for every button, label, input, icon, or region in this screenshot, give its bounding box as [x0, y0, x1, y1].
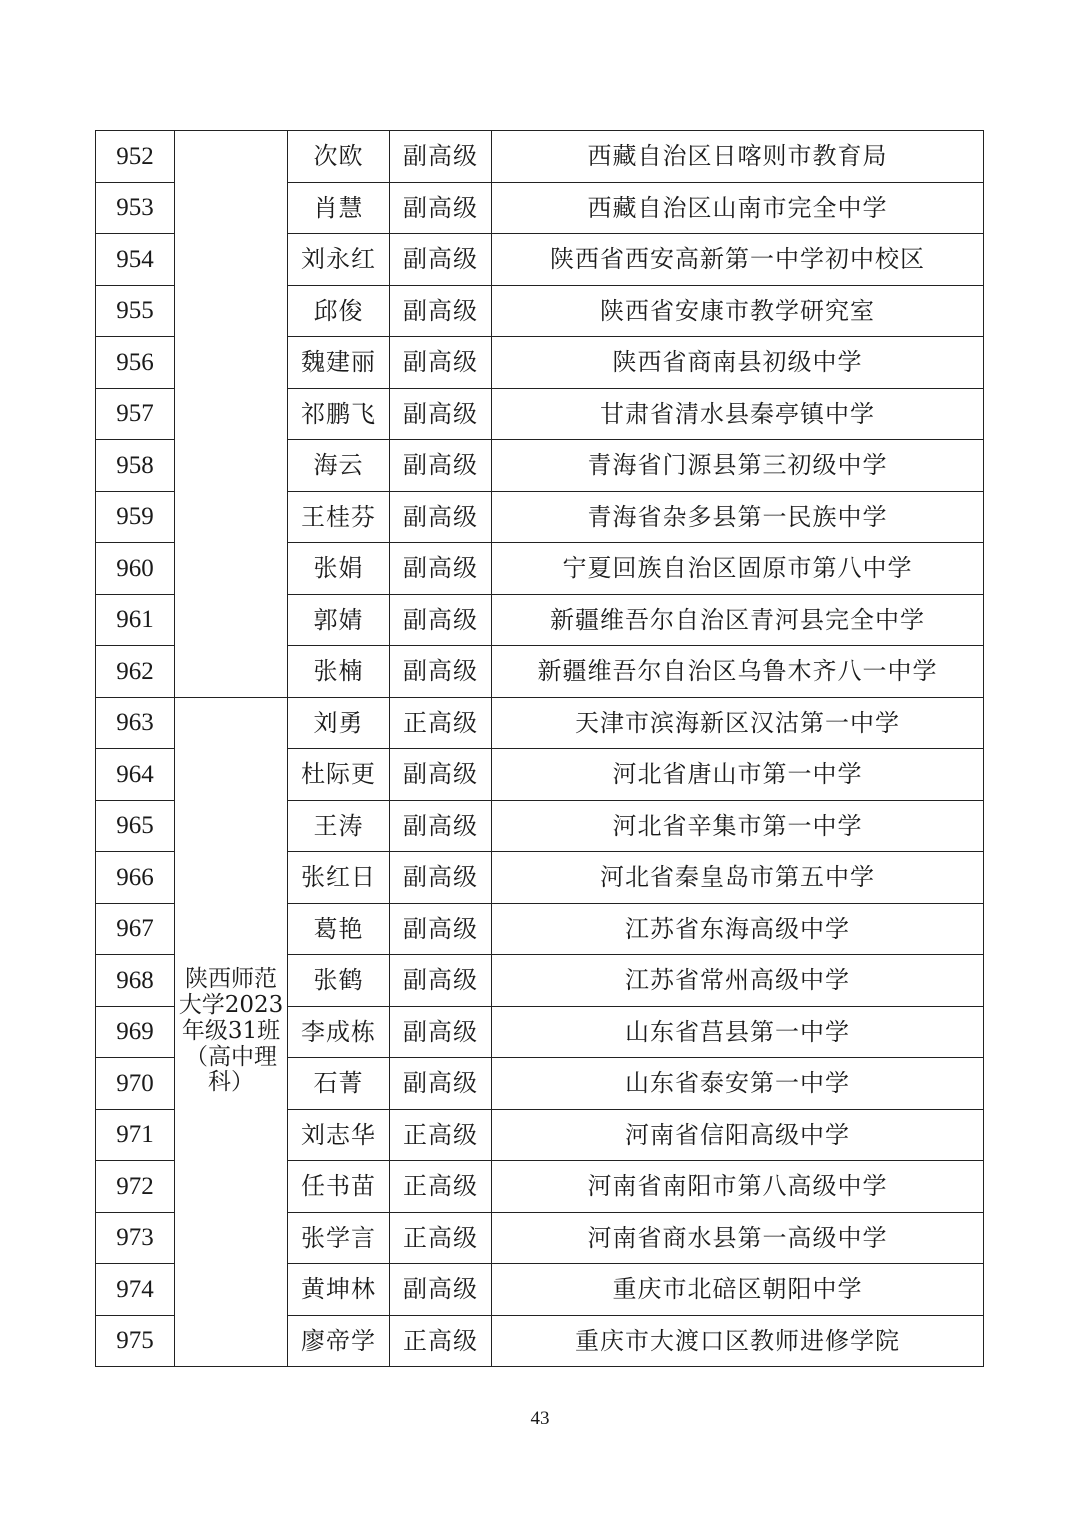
work-unit: 河南省商水县第一高级中学 — [492, 1212, 984, 1264]
row-number: 953 — [96, 182, 175, 234]
work-unit: 青海省门源县第三初级中学 — [492, 440, 984, 492]
class-cell — [175, 131, 288, 698]
professional-title: 副高级 — [390, 903, 492, 955]
teacher-name: 王桂芬 — [288, 491, 390, 543]
professional-title: 副高级 — [390, 1058, 492, 1110]
professional-title: 副高级 — [390, 1006, 492, 1058]
row-number: 958 — [96, 440, 175, 492]
teacher-name: 次欧 — [288, 131, 390, 183]
work-unit: 山东省泰安第一中学 — [492, 1058, 984, 1110]
professional-title: 副高级 — [390, 285, 492, 337]
professional-title: 副高级 — [390, 800, 492, 852]
work-unit: 山东省莒县第一中学 — [492, 1006, 984, 1058]
row-number: 956 — [96, 337, 175, 389]
row-number: 972 — [96, 1161, 175, 1213]
teacher-name: 张鹤 — [288, 955, 390, 1007]
teacher-name: 葛艳 — [288, 903, 390, 955]
row-number: 973 — [96, 1212, 175, 1264]
work-unit: 宁夏回族自治区固原市第八中学 — [492, 543, 984, 595]
work-unit: 河南省信阳高级中学 — [492, 1109, 984, 1161]
professional-title: 副高级 — [390, 955, 492, 1007]
work-unit: 重庆市大渡口区教师进修学院 — [492, 1315, 984, 1367]
teacher-name: 李成栋 — [288, 1006, 390, 1058]
work-unit: 陕西省商南县初级中学 — [492, 337, 984, 389]
professional-title: 副高级 — [390, 749, 492, 801]
row-number: 965 — [96, 800, 175, 852]
row-number: 966 — [96, 852, 175, 904]
work-unit: 新疆维吾尔自治区乌鲁木齐八一中学 — [492, 646, 984, 698]
roster-table — [95, 130, 984, 1367]
row-number: 975 — [96, 1315, 175, 1367]
professional-title: 正高级 — [390, 697, 492, 749]
professional-title: 副高级 — [390, 131, 492, 183]
teacher-name: 肖慧 — [288, 182, 390, 234]
teacher-name: 石菁 — [288, 1058, 390, 1110]
work-unit: 江苏省东海高级中学 — [492, 903, 984, 955]
work-unit: 河北省唐山市第一中学 — [492, 749, 984, 801]
row-number: 964 — [96, 749, 175, 801]
professional-title: 正高级 — [390, 1212, 492, 1264]
professional-title: 副高级 — [390, 491, 492, 543]
teacher-name: 魏建丽 — [288, 337, 390, 389]
table-row — [96, 131, 984, 183]
work-unit: 甘肃省清水县秦亭镇中学 — [492, 388, 984, 440]
professional-title: 副高级 — [390, 852, 492, 904]
row-number: 974 — [96, 1264, 175, 1316]
row-number: 959 — [96, 491, 175, 543]
teacher-name: 张学言 — [288, 1212, 390, 1264]
work-unit: 重庆市北碚区朝阳中学 — [492, 1264, 984, 1316]
work-unit: 河南省南阳市第八高级中学 — [492, 1161, 984, 1213]
professional-title: 正高级 — [390, 1109, 492, 1161]
row-number: 968 — [96, 955, 175, 1007]
work-unit: 青海省杂多县第一民族中学 — [492, 491, 984, 543]
page-number: 43 — [530, 1408, 550, 1429]
professional-title: 副高级 — [390, 646, 492, 698]
table-row — [96, 697, 984, 749]
teacher-name: 邱俊 — [288, 285, 390, 337]
professional-title: 副高级 — [390, 182, 492, 234]
teacher-name: 任书苗 — [288, 1161, 390, 1213]
teacher-name: 刘勇 — [288, 697, 390, 749]
teacher-name: 张娟 — [288, 543, 390, 595]
row-number: 963 — [96, 697, 175, 749]
teacher-name: 廖帝学 — [288, 1315, 390, 1367]
teacher-name: 张楠 — [288, 646, 390, 698]
teacher-name: 海云 — [288, 440, 390, 492]
teacher-name: 杜际更 — [288, 749, 390, 801]
work-unit: 河北省辛集市第一中学 — [492, 800, 984, 852]
professional-title: 副高级 — [390, 440, 492, 492]
professional-title: 副高级 — [390, 388, 492, 440]
teacher-name: 刘永红 — [288, 234, 390, 286]
work-unit: 西藏自治区日喀则市教育局 — [492, 131, 984, 183]
row-number: 957 — [96, 388, 175, 440]
row-number: 969 — [96, 1006, 175, 1058]
row-number: 955 — [96, 285, 175, 337]
row-number: 952 — [96, 131, 175, 183]
row-number: 967 — [96, 903, 175, 955]
work-unit: 河北省秦皇岛市第五中学 — [492, 852, 984, 904]
professional-title: 副高级 — [390, 337, 492, 389]
work-unit: 陕西省西安高新第一中学初中校区 — [492, 234, 984, 286]
professional-title: 副高级 — [390, 594, 492, 646]
row-number: 954 — [96, 234, 175, 286]
teacher-name: 王涛 — [288, 800, 390, 852]
professional-title: 副高级 — [390, 1264, 492, 1316]
teacher-name: 祁鹏飞 — [288, 388, 390, 440]
row-number: 962 — [96, 646, 175, 698]
work-unit: 天津市滨海新区汉沽第一中学 — [492, 697, 984, 749]
work-unit: 新疆维吾尔自治区青河县完全中学 — [492, 594, 984, 646]
professional-title: 副高级 — [390, 234, 492, 286]
row-number: 960 — [96, 543, 175, 595]
teacher-name: 张红日 — [288, 852, 390, 904]
work-unit: 江苏省常州高级中学 — [492, 955, 984, 1007]
work-unit: 西藏自治区山南市完全中学 — [492, 182, 984, 234]
class-cell: 陕西师范大学2023年级31班（高中理科） — [175, 697, 288, 1367]
professional-title: 正高级 — [390, 1161, 492, 1213]
teacher-name: 刘志华 — [288, 1109, 390, 1161]
roster-body — [96, 131, 984, 1367]
row-number: 961 — [96, 594, 175, 646]
row-number: 971 — [96, 1109, 175, 1161]
professional-title: 正高级 — [390, 1315, 492, 1367]
professional-title: 副高级 — [390, 543, 492, 595]
row-number: 970 — [96, 1058, 175, 1110]
teacher-name: 黄坤林 — [288, 1264, 390, 1316]
work-unit: 陕西省安康市教学研究室 — [492, 285, 984, 337]
teacher-name: 郭婧 — [288, 594, 390, 646]
